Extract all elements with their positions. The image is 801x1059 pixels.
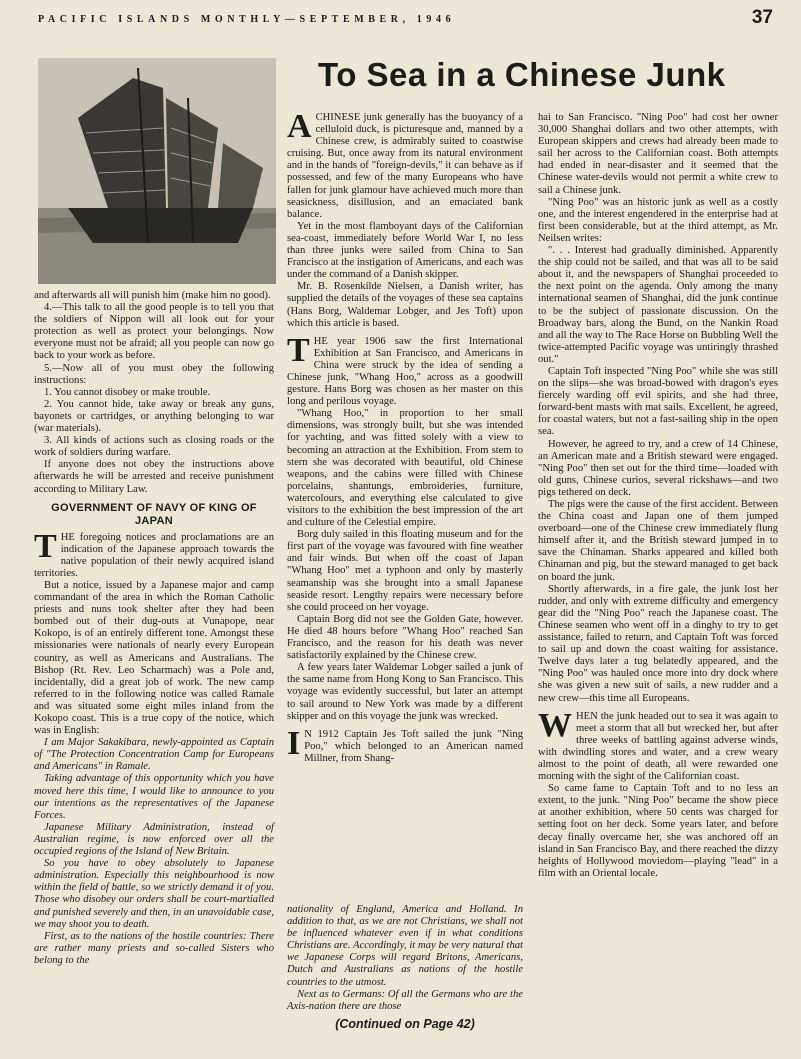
middle-column	[287, 108, 523, 765]
paragraph: The pigs were the cause of the first accident. Between the China coast and Japan one of them jumped overboard—one of the Chinese crew immediately flung himself after it, and the British steward jumped in to save the Chinaman. Sharks appeared and killed both Chinaman and pig, but the steward managed to get back on board the junk.	[538, 499, 778, 583]
drop-cap: W	[538, 706, 572, 744]
drop-cap: I	[287, 724, 301, 762]
section-heading: GOVERNMENT OF NAVY OF KING OF JAPAN	[51, 501, 257, 527]
drop-cap: A	[287, 108, 312, 145]
right-column	[538, 112, 778, 880]
paragraph: However, he agreed to try, and a crew of 14 Chinese, an American mate and a British steward were engaged. "Ning Poo" then set out for the third time—loaded with old guns, Chinese curios, several rickshaws—and two pigs tethered on deck.	[538, 438, 778, 498]
paragraph: So came fame to Captain Toft and to no less an extent, to the junk. "Ning Poo" became the show piece at another exhibition, where 50 cents was charged for setting foot on her deck. Some years later, and before decay finally overcame her, she was anchored off an island in San Francisco Bay, and there reached the dizzy heights of Hollywood moviedom—playing "lead" in a film with an Oriental locale.	[538, 783, 778, 879]
middle-lower-column	[287, 904, 523, 1030]
paragraph: THE year 1906 saw the first International Exhibition at San Francisco, and Americans in China were struck by the idea of sending a Chinese junk, "Whang Hoo," across as a goodwill gesture. Hans Borg was chosen as her master on this long and perilous voyage.	[287, 331, 523, 408]
quote-paragraph: Taking advantage of this opportunity which you have moved here this time, I would like to announce to you our intentions as the representatives of the Japanese Forces.	[34, 773, 274, 821]
chinese-junk-photo-icon	[38, 58, 276, 284]
article-title: To Sea in a Chinese Junk	[318, 56, 726, 93]
paragraph: Captain Toft inspected "Ning Poo" while she was still on the slips—she was broad-bowed with dragon's eyes fiercely warding off evil spirits, and she had three, forward-bent masts with mat sails. Excellent, he agreed, for coastal waters, but not a fast-sailing ship in the open sea.	[538, 365, 778, 438]
paragraph: THE foregoing notices and proclamations are an indication of the Japanese approach towards the native population of their newly acquired island territories.	[34, 527, 274, 579]
paragraph: Mr. B. Rosenkilde Nielsen, a Danish writer, has supplied the details of the voyages of these sea captains (Hans Borg, Waldemar Lobger, and Jes Toft) upon which this article is based.	[287, 281, 523, 329]
paragraph: I N 1912 Captain Jes Toft sailed the junk "Ning Poo," which belonged to an American named Millner, from Shang-	[287, 724, 523, 764]
page-number: 37	[751, 7, 773, 28]
paragraph: But a notice, issued by a Japanese major and camp commandant of the area in which the Roman Catholic priests and nuns took shelter after they had been bombed out of their dug-outs at Vunapope, near Kokopo, is of an entirely different tone. Amongst these missionaries were nationals of nearly every European country, as well as Americans and Australians. The Bishop (Rt. Rev. Leo Scharmach) was a Pole and, incidentally, did a great job of work. The new camp referred to in the following notice was called Ramale and was situated some eight miles inland from the Kokopo coast. This is a true copy of the notice, which was in English:	[34, 579, 274, 737]
paragraph: hai to San Francisco. "Ning Poo" had cost her owner 30,000 Shanghai dollars and two other attempts, with European skippers and crews had already been made to sail her across to the Californian coast. Both attempts had ended in near-disaster and it seemed that the Chinese water-devils would not permit a white crew to sail a Chinese junk.	[538, 112, 778, 196]
left-column	[34, 290, 274, 967]
running-head: PACIFIC ISLANDS MONTHLY—SEPTEMBER, 1946	[38, 14, 456, 25]
paragraph: Borg duly sailed in this floating museum and for the first part of the voyage was favoured with fine weather and fair winds. But when off the coast of Japan "Whang Hoo" met a typhoon and only by masterly seamanship was she brought into a small Japanese seaside resort. Lengthy repairs were necessary before she could proceed on her voyage.	[287, 529, 523, 613]
paragraph: "Whang Hoo," in proportion to her small dimensions, was strongly built, but she was intended for yachting, and was fitted solely with a view to becoming an attraction at the Exhibition. From stem to stern she was decorated with beautiful, old Chinese weapons, and the cabins were filled with Chinese porcelains, shantungs, embroideries, furniture, watercolours, and everything else calculated to give visitors to the exhibition the best impression of the art and culture of the Celestial empire.	[287, 408, 523, 529]
paragraph: ACHINESE junk generally has the buoyancy of a celluloid duck, is picturesque and, manned by a Chinese crew, is admirably suited to coastwise cruising. But, once away from its natural environment and in the hands of "foreign-devils," it can behave as if possessed, and few of the many Europeans who have fallen for junk glamour have achieved much more than seasickness, disillusion, and an emaciated bank balance.	[287, 108, 523, 220]
paragraph: If anyone does not obey the instructions above afterwards he will be arrested and receive punishment according to Military Law.	[34, 459, 274, 495]
paragraph: Shortly afterwards, in a fire gale, the junk lost her rudder, and only with extreme difficulty and emergency gear did the "Ning Poo" reach the Japanese coast. The Chinese seamen who went off in a dinghy to try to get assistance, failed to return, and Captain Toft was forced to sail up and down the coast waiting for assistance. Twelve days later a tug belatedly appeared, and the "Ning Poo" was hauled once more into dry dock where she was given a new suit of sails, a new rudder and a new crew—this time all Europeans.	[538, 583, 778, 704]
paragraph: 2. You cannot hide, take away or break any guns, bayonets or cartridges, or anything belonging to war (war materials).	[34, 398, 274, 435]
continued-notice: (Continued on Page 42)	[335, 1016, 475, 1031]
paragraph: 5.—Now all of you must obey the following instructions:	[34, 362, 274, 386]
paragraph: 3. All kinds of actions such as closing roads or the work of soldiers during warfare.	[34, 435, 274, 459]
quote-paragraph: nationality of England, America and Holland. In addition to that, as we are not Christians, we shall not be influenced whatever even if in what conditions Christians are. Accordingly, it may be very natural that we Japanese Corps will regard Britons, Americans, Dutch and Australians as nations of the hostile countries to the utmost.	[287, 904, 523, 988]
quote-paragraph: First, as to the nations of the hostile countries: There are rather many priests and so-called Sisters who belong to the	[34, 930, 274, 966]
drop-cap: T	[287, 331, 310, 369]
paragraph: A few years later Waldemar Lobger sailed a junk of the same name from Hong Kong to San Francisco. This voyage was evidently successful, but later an attempt to sail around to New York was made by a different skipper and on this voyage the junk was wrecked.	[287, 662, 523, 722]
paragraph: 1. You cannot disobey or make trouble.	[44, 386, 211, 398]
paragraph: Yet in the most flamboyant days of the Californian sea-coast, immediately before World War I, no less than three junks were sailed from China to San Francisco at the instigation of Americans, and each was under the command of a Danish skipper.	[287, 220, 523, 281]
paragraph: WHEN the junk headed out to sea it was again to meet a storm that all but wrecked her, but after three weeks of battling against adverse winds, with dwindling stores and water, and a crew weary almost to the point of death, all were rewarded one morning with the sight of the Californian coast.	[538, 706, 778, 783]
quote-paragraph: Next as to Germans: Of all the Germans who are the Axis-nation there are those	[287, 988, 523, 1012]
quote-paragraph: So you have to obey absolutely to Japanese administration. Especially this neighbourhood is now within the field of battle, so we strictly demand it of you. Those who disobey our orders shall be court-martialled and punished severely and then, in an unavoidable case, we may shoot you to death.	[34, 858, 274, 930]
quote-paragraph: Japanese Military Administration, instead of Australian regime, is now enforced over all the occupied regions of the Island of New Britain.	[34, 821, 274, 858]
paragraph: "Ning Poo" was an historic junk as well as a costly one, and the interest engendered in the enterprise had at first been considerable, but at the third attempt, as Mr. Neilsen writes:	[538, 196, 778, 244]
paragraph: 4.—This talk to all the good people is to tell you that the soldiers of Nippon will all look out for your protection as well as protect your belongings. Now everyone must not be afraid; all you people can now go back to your work as before.	[34, 302, 274, 362]
quote-paragraph: I am Major Sakakibara, newly-appointed as Captain of "The Protection Concentration Camp for Europeans and Americans" in Ramale.	[34, 737, 274, 773]
paragraph: Captain Borg did not see the Golden Gate, however. He died 48 hours before "Whang Hoo" reached San Francisco, and the reason for his death was never satisfactorily explained by the Chinese crew.	[287, 613, 523, 662]
paragraph: ". . . Interest had gradually diminished. Apparently the ship could not be sailed, and that was all to be said about it, and the newspapers of Shanghai proceeded to the next point on the agenda. Only among the many international seamen of Shanghai, did the junk continue to be the subject of passionate discussion. On the Broadway bars, along the Bund, on the Nankin Road and all the way to The Race Horse on Bubbling Well the twice-attempted Pacific voyage was untiringly thrashed out."	[538, 245, 778, 365]
paragraph: and afterwards all will punish him (make him no good).	[34, 290, 271, 301]
drop-cap: T	[34, 527, 57, 565]
